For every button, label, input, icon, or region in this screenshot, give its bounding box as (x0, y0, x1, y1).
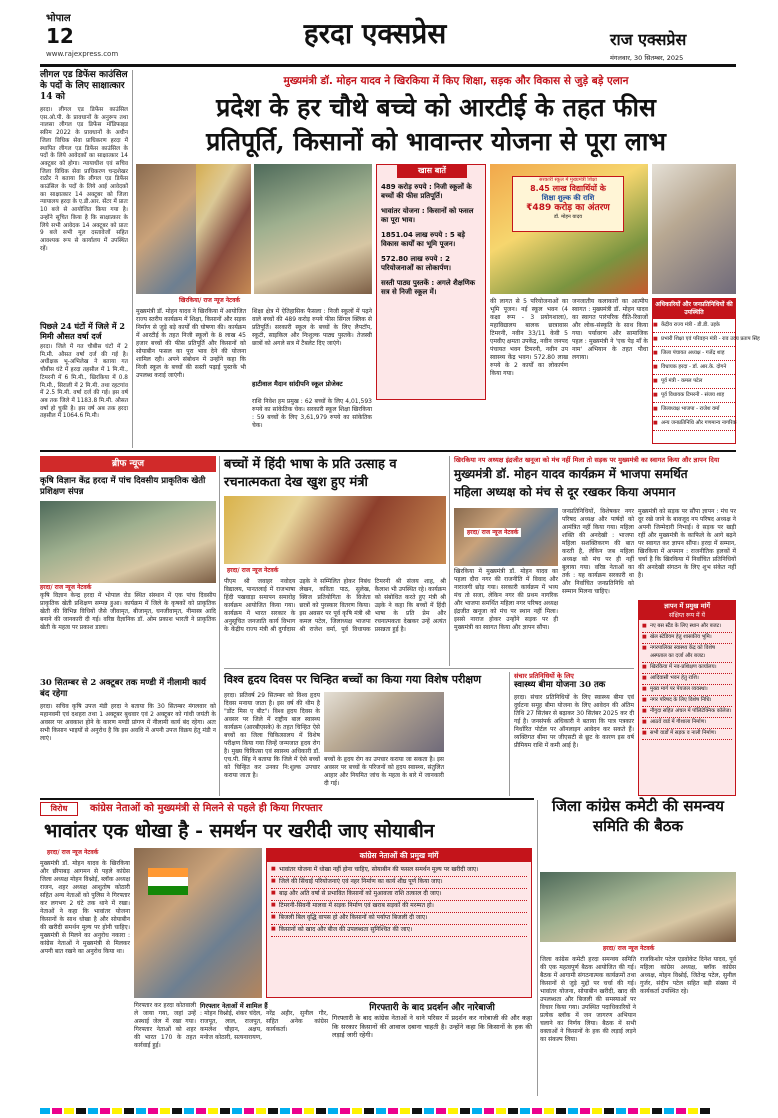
insurance-kicker: संचार प्रतिनिधियों के लिए (514, 672, 574, 680)
brief-photo-caption: हरदा/ राज न्यूज नेटवर्क (40, 584, 92, 591)
protest-body-b: गिरफ्तार कर हरदा कोतवाली ले जाया गया, जहां उन्हें अस्थाई जेल में रखा गया। गिरफ्तार नेताओं को शहर की भारत 170 के तहत कार्रवाई हुई। (134, 1002, 196, 1049)
top-story (136, 70, 760, 448)
website-url[interactable]: www.rajexpress.com (46, 50, 119, 58)
col-divider (132, 70, 133, 448)
left-column (40, 70, 128, 448)
brief-news (40, 456, 216, 796)
photo-cm-portrait (652, 164, 736, 294)
city-label: भोपाल (46, 13, 71, 24)
top-story-body-d: की लागत से 5 परियोजनाओं का भूमि पूजन। नई स्कूल भवन (4 कक्षा रूम - 3 प्रयोगशाला), महाविद्यालय बालक छात्रावास टिमरनी, नवीन 33/11 केवी 5 एमवीए क्षमता उपकेंद्र, नवीन जनपद पंचायत भवन टिमरनी, नवीन उप स्वास्थ्य केंद्र भवन। 572.80 लाख रुपये के 2 कार्यों का लोकार्पण किया गया। (490, 298, 568, 377)
demand-item: ■ नगरपालिका स्वास्थ्य केंद्र को विशेष अस्पताल का दर्जा और बजट। (642, 644, 732, 663)
dignitary-item: ■ जिलाध्यक्ष भाजपा - राजेश वर्मा (653, 403, 735, 417)
demand-item: ■ नौगुदा सहित अंचल में पॉलिटेक्निक कॉलेज। (642, 707, 732, 718)
heart-story (224, 672, 508, 796)
col-divider (509, 672, 510, 796)
khirkiya-body-a: खिरकिया में मुख्यमंत्री डॉ. मोहन यादव का पहला दौरा नगर की राजनीति में विवाद और नाराजगी छोड़ गया। सरकारी कार्यक्रम में भव्य मंच तो सजा, लेकिन नगर की प्रथम नागरिक और भाजपा समर्थित महिला नगर परिषद अध्यक्ष इंद्रजीत खनूजा को मंच पर स्थान नहीं मिला। इससे नाराज होकर उन्होंने सड़क पर ही मुख्यमंत्री का स्वागत किया और ज्ञापन सौंपा। (454, 568, 558, 631)
top-story-headline-2: प्रतिपूर्ति, किसानों को भावान्तर योजना से पूरा लाभ (206, 127, 666, 156)
fact-item: 572.80 लाख रुपये : 2 परियोजनाओं का लोकार्पण। (381, 255, 452, 272)
top-story-subheading: हाटीवाल मैदान सांदीपनि स्कूल प्रोजेक्ट (252, 380, 343, 388)
banner-line-2: 8.45 लाख विद्यार्थियों के (530, 184, 606, 193)
photo-cm-stage (136, 164, 251, 294)
photo-caption: खिरकिया/ राज न्यूज नेटवर्क (176, 296, 243, 305)
flag-white (148, 877, 188, 886)
dignitaries-title: अधिकारियों और जनप्रतिनिधियों की उपस्थिति (653, 299, 735, 319)
brief-news-band (40, 456, 216, 472)
dignitary-item: ■ प्रभारी शिक्षा एवं परिवहन मंत्री - राव उदय प्रताप सिंह (653, 333, 735, 347)
top-story-body-c: राशि निवेश हम प्रमुख : 62 बच्चों के लिए 4,01,593 रुपये का सांकेतिक चेक। सरकारी स्कूल शिक्षा खिरकिया : 59 बच्चों के लिए 3,61,979 रुपये का सांकेतिक चेक। (252, 398, 372, 429)
protest-demand-item: ■ बाढ़ और अति वर्षा से प्रभावित किसानों को मुआवजा राशि तत्काल दी जाए। (271, 889, 527, 901)
top-story-body-a: मुख्यमंत्री डॉ. मोहन यादव ने खिरकिया में आयोजित राज्य स्तरीय कार्यक्रम में शिक्षा, किसानों और सड़क निर्माण से जुड़े बड़े कार्यों की घोषणा की। कार्यक्रम में आरटीई के तहत निजी स्कूलों के 8 लाख 45 हजार बच्चों की फीस प्रतिपूर्ति और किसानों को सोयाबीन फसल का पूरा भाव देने की योजना शामिल रही। अपने संबोधन में उन्होंने कहा कि निजी स्कूल के बच्चों की सस्ती पढ़ाई पुस्तकें भी उपलब्ध कराई जाएंगी। (136, 308, 246, 379)
khirkiya-body-c: मुख्यमंत्री को सड़क पर सौंपा ज्ञापन : मंच पर दूर रखे जाने के बावजूद नप परिषद अध्यक्ष ने अपनी जिम्मेदारी निभाई। वे सड़क पर खड़ी रहीं और मुख्यमंत्री के काफिले के आगे बढ़ने पर स्वागत कर ज्ञापन सौंपा। हरदा में सम्मान, खिरकिया में अपमान : राजनीतिक हलकों में चर्चा है कि खिरकिया में निर्वाचित प्रतिनिधियों की अनदेखी संगठन के लिए शुभ संकेत नहीं है। (638, 508, 736, 579)
protest-label: विरोध (40, 802, 78, 816)
fact-item: सस्ती पाठ्य पुस्तकें : अगले शैक्षणिक सत्र से निजी स्कूल में। (381, 279, 476, 296)
section-rule (40, 450, 736, 452)
banner-line-1: सरकारी स्कूल में मुख्यमंत्री शिक्षा (539, 177, 597, 183)
brief-story2-title: 30 सितम्बर से 2 अक्टूबर तक मण्डी में नीलामी कार्य बंद रहेगा (40, 678, 206, 699)
protest-photo-caption: हरदा/ राज न्यूज नेटवर्क (44, 848, 101, 857)
fact-item: भावांतर योजना : किसानों को फसल का पूरा भाव। (381, 207, 474, 224)
demands-subtitle: संक्षिप्त रूप में यें (639, 611, 735, 620)
protest-demands-box (266, 848, 532, 998)
print-color-bar (40, 1099, 736, 1105)
demand-item: ■ खिरकिया में नव-प्रशिक्षण कार्यालय। (642, 663, 732, 674)
demand-item: ■ नए बस स्टैंड के लिए स्थान और बजट। (642, 622, 732, 633)
facts-list (381, 183, 481, 297)
top-story-body-b: शिक्षा क्षेत्र में ऐतिहासिक फैसला : निजी स्कूलों में पढ़ने वाले बच्चों की 489 करोड़ रुपये फीस सिंगल क्लिक से प्रतिपूर्ति। सरकारी स्कूल के बच्चों के लिए लैपटॉप, स्कूटी, साइकिल और निःशुल्क पाठ्य पुस्तकें। तेजस्वी छात्रों को अगले सत्र में टैबलेट दिए जाएंगे। (252, 308, 372, 347)
photo-event (254, 164, 372, 294)
arrested-title: गिरफ्तार नेताओं में शामिल हैं (200, 1002, 268, 1010)
khirkiya-headline-2: महिला अध्यक्ष को मंच से दूर रखकर किया अपमान (454, 485, 676, 499)
hindi-story-body: पीएम श्री जवाहर नवोदय विद्यालय, पानतलाई में राजभाषा हिंदी पखवाड़ा समापन समारोह कार्यक्रम आयोजित किया गया। कार्यक्रम में भारत सरकार के अनुसूचित जनजाति कार्य विभाग के केंद्रीय राज्य मंत्री श्री दुर्गादास उइके ने सम्मिलित होकर निबंध लेखन, कविता पाठ, सुलेख, क्विज प्रतियोगिता के विजेता छात्रों को पुरस्कार वितरण किया। इस अवसर पर पूर्व कृषि मंत्री श्री कमल पटेल, जिलाध्यक्ष भाजपा श्री राजेश वर्मा, पूर्व विधायक टिमरनी श्री संजय शाह, श्री कैलाश भी उपस्थित रहे। कार्यक्रम को संबोधित करते हुए मंत्री श्री उइके ने कहा कि बच्चों में हिंदी भाषा के प्रति प्रेम और रचनात्मकता देखकर उन्हें अत्यंत प्रसन्नता हुई है। (224, 578, 446, 633)
heart-story-headline: विश्व हृदय दिवस पर चिन्हित बच्चों का किया गया विशेष परीक्षण (224, 673, 482, 686)
demand-item: ■ सभी वार्डों में सड़क व नाली निर्माण। (642, 729, 732, 740)
brief-story1-title: कृषि विज्ञान केंद्र हरदा में पांच दिवसीय प्राकृतिक खेती प्रशिक्षण संपन्न (40, 476, 206, 497)
dignitaries-box (652, 298, 760, 444)
section-rule (224, 668, 634, 669)
flag-saffron (148, 868, 188, 877)
dignitary-item: ■ पूर्व मंत्री - कमल पटेल (653, 375, 735, 389)
demand-item: ■ खेल स्टेडियम हेतु शासकीय भूमि। (642, 633, 732, 644)
col-divider (219, 456, 220, 796)
photo-cm-stage-2 (196, 164, 251, 294)
story-title-rainfall: पिछले 24 घंटों में जिले में 2 मिमी औसत वर्षा दर्ज (40, 321, 125, 341)
congress-meeting (540, 796, 736, 1096)
protest-demand-item: ■ किसानों को खाद और बीज की उपलब्धता सुनिश्चित की जाए। (271, 925, 527, 937)
congress-photo-caption: हरदा/ राज न्यूज नेटवर्क (600, 944, 657, 953)
photo-heart-checkup (324, 692, 444, 752)
dignitary-item: ■ विधायक हरदा - डॉ. आर.के. दोगने (653, 361, 735, 375)
protest-body-a: मुख्यमंत्री डॉ. मोहन यादव के खिरकिया और छीपाबड़ आगमन से पहले कांग्रेस जिला अध्यक्ष मोहन विश्नोई, ब्लॉक अध्यक्ष राजन, शहर अध्यक्ष आशुतोष कोठारी सहित अन्य नेताओं को पुलिस ने गिरफ्तार कर लगभग 2 घंटे तक थाने में रखा। नेताओं ने कहा कि भावांतर योजना किसानों के साथ धोखा है और सोयाबीन की खरीदी समर्थन मूल्य पर होनी चाहिए। मुख्यमंत्री से मिलने का अनुरोध नकारा : कांग्रेस नेताओं ने मुख्यमंत्री से मिलकर अपनी बात रखने का अनुरोध किया था। (40, 860, 130, 955)
story-body-rainfall: हरदा। जिले में गत चौबीस घंटों में 2 मि.मी. औसत वर्षा दर्ज की गई है। अधीक्षक भू-अभिलेख ने बताया गत चौबीस घंटे में हरदा तहसील में 1 मि.मी., टिमरनी में 6 मि.मी., खिरकिया में 0.8 मि.मी., सिराली में 2 मि.मी. तथा रहटगांव में 2.5 मि.मी. वर्षा दर्ज की गई। इस वर्ष अब तक जिले में 1183.8 मि.मी. औसत वर्षा हो चुकी है। इस वर्ष अब तक हरदा तहसील में 1064.6 मि.मी। (40, 344, 128, 420)
aftermath-body: गिरफ्तारी के बाद कांग्रेस नेताओं ने थाने परिसर में प्रदर्शन कर नारेबाजी की और कहा कि सरकार किसानों की आवाज दबाना चाहती है। उन्होंने कहा कि किसानों के हक की लड़ाई जारी रहेगी। (332, 1014, 532, 1039)
congress-meeting-headline: जिला कांग्रेस कमेटी की समन्वय समिति की बैठक (552, 797, 724, 835)
fact-item: 489 करोड़ रुपये : निजी स्कूलों के बच्चों की फीस प्रतिपूर्ति। (381, 183, 472, 200)
hindi-story-headline: बच्चों में हिंदी भाषा के प्रति उत्साह व रचनात्मकता देख खुश हुए मंत्री (224, 457, 397, 490)
top-story-body-e: जनजातीय कलाकारों का आत्मीय स्वागत : मुख्यमंत्री डॉ. मोहन यादव का स्वागत पारंपरिक रीति-रिवाजों और लोक-संस्कृति के साथ किया गया। पर्यावरण और सामाजिक पहल : मुख्यमंत्री ने 'एक पेड़ माँ के नाम' अभियान के तहत पौधा लगाया। (572, 298, 648, 361)
demands-list (639, 620, 735, 742)
congress-meeting-attendees: राजकिशोर पटेल एडवोकेट दिनेश यादव, पूर्व महिला कांग्रेस अध्यक्ष, ब्लॉक कांग्रेस अध्यक्ष, मोहन विश्नोई, जितेन्द्र पटेल, सुनील गुर्जर, संदीप पटेल सहित बड़ी संख्या में कार्यकर्ता उपस्थित रहे। (640, 956, 736, 995)
banner-line-3: शिक्षा शुल्क की राशि (541, 194, 595, 202)
aftermath-title: गिरफ्तारी के बाद प्रदर्शन और नारेबाजी (369, 1003, 495, 1013)
banner-line-5: डॉ. मोहन यादव (553, 214, 583, 220)
photo-protest (134, 848, 262, 998)
khirkiya-body-b: जनप्रतिनिधियों, विशेषकर नगर परिषद अध्यक्ष और पार्षदों को आमंत्रित नहीं किया गया। महिला शक्ति की अनदेखी : भाजपा महिला सशक्तिकरण की बात करती है, लेकिन जब महिला अध्यक्ष को मंच पर ही नहीं बुलाया गया। वरिष्ठ नेताओं का तर्क : यह कार्यक्रम सरकारी था और निर्वाचित जनप्रतिनिधि को सम्मान मिलना चाहिए। (562, 508, 634, 595)
brief-story2-body: हरदा। सचिव कृषि उपज मंडी हरदा ने बताया कि 30 सितम्बर मंगलवार को महानवमी एवं दशहरा तथा 1 अक्टूबर बुधवार एवं 2 अक्टूबर को गांधी जयंती के अवसर पर अवकाश होने के कारण मण्डी प्रांगण में नीलामी कार्य बंद रहेगा। अतः सभी किसान भाइयों से अनुरोध है कि इस अवधि में अपनी उपज विक्रय हेतु मंडी न लाएं। (40, 703, 216, 742)
protest-demands-title: कांग्रेस नेताओं की प्रमुख मांगें (267, 849, 531, 862)
arrested-names: : मोहन विश्नोई, शंकर चंदेल, राजपूत, लाल, राजपूत, कमलेश चौहान, अक्षय, मनोज कोठारी, सत्यनारायण, नरेंद्र अहीर, सुनील गौर, सहित अनेक कांग्रेस कार्यकर्ता। (200, 1010, 328, 1041)
demand-item: ■ मुख्य मार्ग पर पेयजल व्यवस्था। (642, 685, 732, 696)
fact-item: 1851.04 लाख रुपये : 5 बड़े विकास कार्यों का भूमि पूजन। (381, 231, 465, 248)
protest-story (40, 802, 534, 1096)
story-body-legal-aid: हरदा। लीगल एड डिफेंस काउंसिल एस.ओ.पी. के प्रावधानों के अनुरूप तथा नालसा लीगल एड डिफेंस मॉडिफाइड स्कीम 2022 के प्रावधानों के अधीन जिला विधिक सेवा प्राधिकरण हरदा में स्थापित लीगल एड डिफेंस काउंसिल के पदों के लिये आवेदकों का साक्षात्कार 14 अक्टूबर को होगा। न्यायाधीश एवं सचिव जिला विधिक सेवा प्राधिकरण चन्द्रशेखर राठौर ने बताया कि लीगल एड डिफेंस काउंसिल के पदों के लिये आई आवेदकों का साक्षात्कार 14 अक्टूबर को जिला न्यायालय हरदा के ए.डी.आर. सेंटर में प्रातः 10 बजे से आयोजित किया गया है। उन्होंने सूचित किया है कि साक्षात्कार के लिये सभी आवेदक 14 अक्टूबर को प्रातः 9 बजे सभी मूल दस्तावेजों सहित आवश्यक रूप से कार्यालय में उपस्थित रहें। (40, 107, 128, 252)
khirkiya-photo-caption: हरदा/ राज न्यूज नेटवर्क (464, 528, 521, 537)
protest-demand-item: ■ भावांतर योजना में धोखा नहीं होना चाहिए, सोयाबीन की फसल समर्थन मूल्य पर खरीदी जाए। (271, 865, 527, 877)
issue-date: मंगलवार, 30 सितम्बर, 2025 (610, 54, 684, 62)
masthead-rule (40, 64, 736, 67)
arrested-list (200, 1002, 328, 1094)
insurance-story (514, 672, 634, 796)
banner-panel (512, 176, 624, 232)
protest-headline: भावांतर एक धोखा है - समर्थन पर खरीदी जाए सोयाबीन (44, 820, 435, 842)
col-divider (537, 800, 538, 1096)
page-number: 12 (46, 24, 74, 48)
heart-story-body-b: बच्चों के हृदय रोग का उपचार कराया जा सकता है। इस अवसर पर बच्चों के परिजनों को हृदय स्वास्थ्य, संतुलित आहार और नियमित जांच के महत्व के बारे में जानकारी दी गई। (324, 756, 444, 787)
brief-story1-body: कृषि विज्ञान केन्द्र हरदा में भोपाल रोड स्थित संस्थान में एक पांच दिवसीय प्राकृतिक खेती प्रशिक्षण सम्पन्न हुआ। कार्यक्रम में जिले के कृषकों को प्राकृतिक खेती की विभिन्न विधियों जैसे जीवामृत, बीजामृत, घनजीवामृत, नीमास्त्र आदि बनाने की जानकारी दी गई। वरिष्ठ वैज्ञानिक डॉ. ओम प्रकाश भारती ने प्राकृतिक खेती के महत्व पर प्रकाश डाला। (40, 592, 216, 631)
brief-news-label: ब्रीफ न्यूज (111, 459, 145, 469)
demands-box (638, 600, 736, 796)
masthead-title: हरदा एक्सप्रेस (303, 17, 447, 50)
dignitary-item: ■ केंद्रीय राज्य मंत्री - डी.डी. उइके (653, 319, 735, 333)
photo-event-banner (490, 164, 648, 294)
protest-demand-item: ■ टिमरनी-सिवनी मालवा में सड़क निर्माण एवं खराब सड़कों की मरम्मत हो। (271, 901, 527, 913)
top-story-headline-1: प्रदेश के हर चौथे बच्चे को आरटीई के तहत फीस (216, 93, 656, 122)
protest-demands-list (267, 862, 531, 940)
protest-kicker: कांग्रेस नेताओं को मुख्यमंत्री से मिलने से पहले ही किया गिरफ्तार (90, 803, 323, 814)
masthead (0, 0, 778, 70)
photo-khirkiya-memo (454, 508, 558, 566)
top-story-kicker: मुख्यमंत्री डॉ. मोहन यादव ने खिरकिया में किए शिक्षा, सड़क और विकास से जुड़े बड़े एलान (283, 75, 629, 87)
protest-demand-item: ■ बिजली बिल वृद्धि वापस हो और किसानों को पर्याप्त बिजली दी जाए। (271, 913, 527, 925)
photo-training (40, 501, 216, 583)
insurance-body: हरदा। संचार प्रतिनिधियों के लिए स्वास्थ्य बीमा एवं दुर्घटना समूह बीमा योजना के लिए आवेदन की अंतिम तिथि 27 सितंबर से बढ़ाकर 30 सितंबर 2025 कर दी गई है। जनसंपर्क अधिकारी ने बताया कि पात्र पत्रकार निर्धारित पोर्टल पर ऑनलाइन आवेदन कर सकते हैं। व्यक्तिगत बीमा पर जीएसटी से छूट के कारण इस वर्ष प्रीमियम राशि में कमी आई है। (514, 694, 634, 749)
brand-name: राज एक्सप्रेस (610, 30, 687, 49)
story-title-legal-aid: लीगल एड डिफेंस काउंसिल के पदों के लिए साक्षात्कार 14 को (40, 70, 128, 102)
demand-item: ■ आदिवासी भवन हेतु राशि। (642, 674, 732, 685)
top-story-body-f (376, 404, 486, 444)
flag-green (148, 886, 188, 895)
protest-aftermath (332, 1002, 532, 1094)
dignitary-item: ■ अन्य जनप्रतिनिधि और गणमान्य नागरिक (653, 417, 735, 431)
protest-demand-item: ■ जिले की सिंचाई परियोजनाएं एवं नहर निर्माण का कार्य शीघ्र पूर्ण किया जाए। (271, 877, 527, 889)
demands-title: ज्ञापन में प्रमुख मांगें (639, 601, 735, 611)
section-rule (40, 798, 534, 800)
khirkiya-headline-1: मुख्यमंत्री डॉ. मोहन यादव कार्यक्रम में भाजपा समर्थित (454, 467, 688, 481)
banner-line-4: ₹489 करोड़ का अंतरण (526, 203, 610, 213)
hindi-photo-caption: हरदा/ राज न्यूज नेटवर्क (224, 566, 281, 575)
demand-item: ■ आठवें वार्ड में गौशाला निर्माण। (642, 718, 732, 729)
photo-congress-meeting (540, 872, 736, 942)
dignitary-item: ■ पूर्व विधायक टिमरनी - संजय शाह (653, 389, 735, 403)
insurance-headline: स्वास्थ्य बीमा योजना 30 तक (514, 680, 606, 690)
congress-meeting-body: जिला कांग्रेस कमेटी हरदा समन्वय समिति की एक महत्वपूर्ण बैठक आयोजित की गई। बैठक में आगामी संगठनात्मक कार्यक्रमों तथा किसानों से जुड़े मुद्दों पर चर्चा की गई। भावांतर योजना, सोयाबीन खरीदी, खाद की उपलब्धता और बिजली की समस्याओं पर विचार किया गया। उपस्थित पदाधिकारियों ने प्रत्येक ब्लॉक में जन जागरण अभियान चलाने का निर्णय लिया। बैठक में सभी वक्ताओं ने किसानों के हक की लड़ाई लड़ने का संकल्प लिया। (540, 956, 636, 1043)
heart-story-body-a: हरदा। प्रतिवर्ष 29 सितम्बर को विश्व हृदय दिवस मनाया जाता है। इस वर्ष की थीम है "डोंट मिस ए बीट"। विश्व हृदय दिवस के अवसर पर जिले में राष्ट्रीय बाल स्वास्थ्य कार्यक्रम (आरबीएसके) के तहत चिन्हित ऐसे बच्चों का जिला चिकित्सालय में विशेष परीक्षण किया गया जिन्हें जन्मजात हृदय रोग है। मुख्य चिकित्सा एवं स्वास्थ्य अधिकारी डॉ. एच.पी. सिंह ने बताया कि जिले में ऐसे बच्चों को चिन्हित कर उनका नि:शुल्क उपचार कराया जाता है। (224, 692, 320, 779)
dignitary-item: ■ जिला पंचायत अध्यक्ष - गजेंद्र शाह (653, 347, 735, 361)
demand-item: ■ नगर परिषद के लिए विशेष निधि। (642, 696, 732, 707)
khirkiya-kicker: खिरकिया नप अध्यक्ष इंद्रजीत खनूजा को मंच नहीं मिला तो सड़क पर मुख्यमंत्री का स्वागत किया और ज्ञापन दिया (454, 456, 720, 464)
facts-box (376, 164, 486, 400)
facts-box-title: खास बातें (397, 164, 467, 178)
